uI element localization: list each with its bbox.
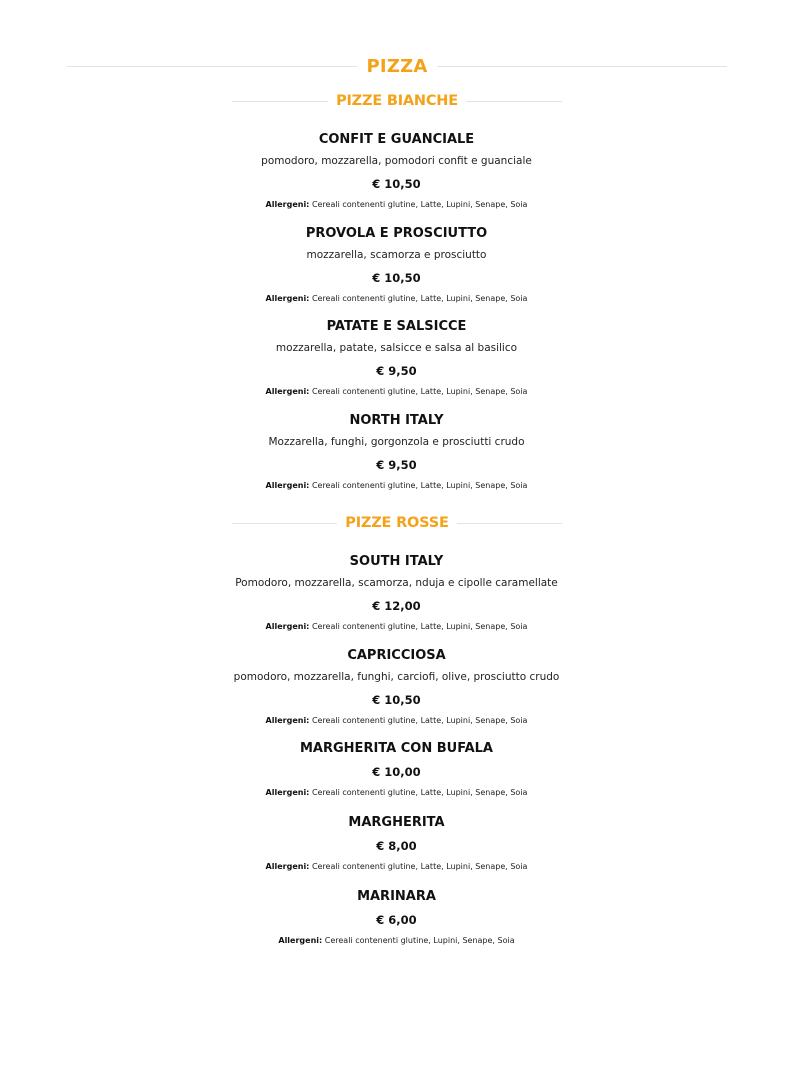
item-name: CAPRICCIOSA [347, 648, 446, 663]
item-name: PATATE E SALSICCE [326, 319, 467, 334]
item-allergens [150, 861, 643, 873]
allergens-list: Cereali contenenti glutine, Latte, Lupini, Senape, Soia [311, 387, 528, 396]
divider [232, 101, 328, 102]
divider [67, 66, 357, 67]
item-description: pomodoro, mozzarella, pomodori confit e guanciale [261, 155, 532, 167]
menu-item [150, 131, 643, 211]
item-name: PROVOLA E PROSCIUTTO [305, 226, 488, 241]
menu-item [150, 225, 643, 305]
menu-item [150, 553, 643, 633]
menu-item [150, 814, 643, 873]
allergens-label: Allergeni: [265, 788, 310, 797]
item-price: € 10,50 [372, 177, 421, 191]
menu-title-header [67, 53, 727, 79]
divider [437, 66, 727, 67]
allergens-label: Allergeni: [265, 481, 310, 490]
menu-item [150, 647, 643, 727]
menu-item [150, 888, 643, 947]
allergens-list: Cereali contenenti glutine, Latte, Lupini, Senape, Soia [311, 481, 528, 490]
allergens-list: Cereali contenenti glutine, Latte, Lupini, Senape, Soia [311, 862, 528, 871]
allergens-label: Allergeni: [265, 294, 310, 303]
item-allergens [150, 621, 643, 633]
allergens-label: Allergeni: [278, 936, 323, 945]
item-price: € 9,50 [376, 458, 417, 472]
allergens-label: Allergeni: [265, 862, 310, 871]
item-price: € 12,00 [372, 599, 421, 613]
item-description: mozzarella, patate, salsicce e salsa al basilico [275, 342, 518, 354]
menu-item [150, 740, 643, 799]
menu-item [150, 318, 643, 398]
item-allergens [150, 386, 643, 398]
allergens-list: Cereali contenenti glutine, Latte, Lupini, Senape, Soia [311, 716, 528, 725]
item-name: SOUTH ITALY [349, 554, 444, 569]
item-price: € 10,50 [372, 693, 421, 707]
item-price: € 6,00 [376, 913, 417, 927]
item-name: CONFIT E GUANCIALE [318, 132, 475, 147]
section-title: PIZZE BIANCHE [336, 93, 458, 109]
divider [466, 101, 562, 102]
allergens-list: Cereali contenenti glutine, Latte, Lupini, Senape, Soia [311, 788, 528, 797]
section-header-pizze-rosse [232, 512, 562, 534]
item-price: € 8,00 [376, 839, 417, 853]
allergens-label: Allergeni: [265, 200, 310, 209]
item-allergens [150, 293, 643, 305]
section-header-pizze-bianche [232, 90, 562, 112]
allergens-label: Allergeni: [265, 387, 310, 396]
item-allergens [150, 787, 643, 799]
item-name: NORTH ITALY [349, 413, 444, 428]
item-name: MARINARA [357, 889, 436, 904]
item-name: MARGHERITA [348, 815, 445, 830]
item-allergens [150, 199, 643, 211]
item-description: pomodoro, mozzarella, funghi, carciofi, olive, prosciutto crudo [233, 671, 560, 683]
allergens-list: Cereali contenenti glutine, Lupini, Senape, Soia [324, 936, 515, 945]
item-price: € 10,50 [372, 271, 421, 285]
allergens-list: Cereali contenenti glutine, Latte, Lupini, Senape, Soia [311, 200, 528, 209]
allergens-label: Allergeni: [265, 716, 310, 725]
item-description: mozzarella, scamorza e prosciutto [306, 249, 487, 261]
item-name: MARGHERITA CON BUFALA [300, 741, 493, 756]
allergens-label: Allergeni: [265, 622, 310, 631]
item-price: € 10,00 [372, 765, 421, 779]
menu-title: PIZZA [366, 55, 428, 77]
divider [232, 523, 337, 524]
section-title: PIZZE ROSSE [345, 515, 449, 531]
allergens-list: Cereali contenenti glutine, Latte, Lupini, Senape, Soia [311, 622, 528, 631]
allergens-list: Cereali contenenti glutine, Latte, Lupini, Senape, Soia [311, 294, 528, 303]
item-allergens [150, 480, 643, 492]
item-description: Pomodoro, mozzarella, scamorza, nduja e cipolle caramellate [235, 577, 558, 589]
menu-item [150, 412, 643, 492]
item-allergens [150, 935, 643, 947]
item-allergens [150, 715, 643, 727]
item-price: € 9,50 [376, 364, 417, 378]
divider [457, 523, 562, 524]
item-description: Mozzarella, funghi, gorgonzola e prosciutti crudo [268, 436, 525, 448]
